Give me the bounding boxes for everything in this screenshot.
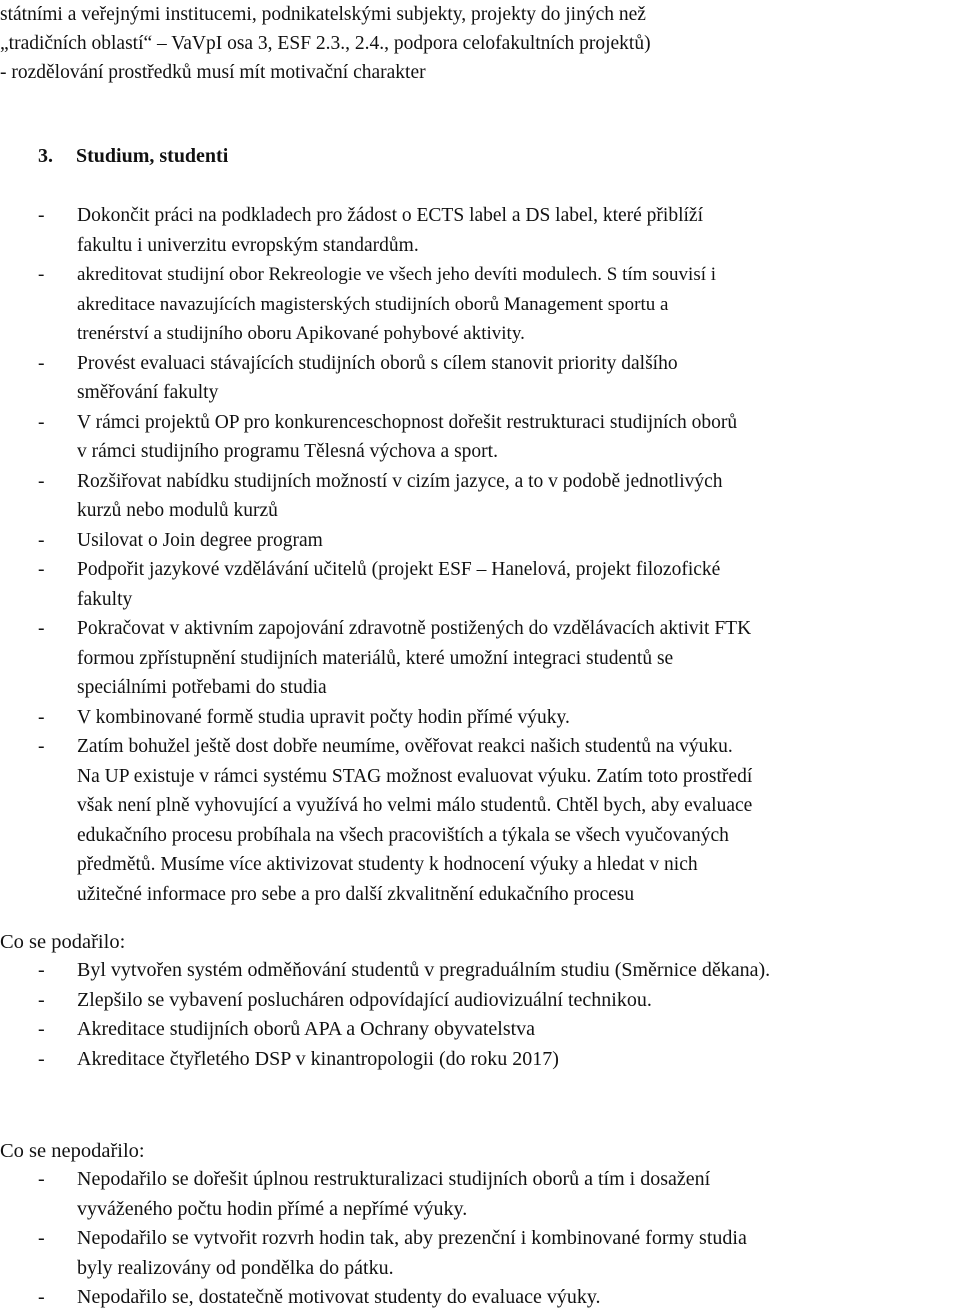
list-item-line: užitečné informace pro sebe a pro další zkvalitnění edukačního procesu — [77, 883, 635, 905]
list-item — [0, 526, 960, 556]
list-bullet: - — [38, 618, 45, 639]
section-title: Studium, studenti — [76, 145, 229, 167]
list-item-line: speciálními potřebami do studia — [77, 677, 327, 698]
list-item — [0, 260, 960, 349]
list-item-line: však není plně vyhovující a využívá ho velmi málo studentů. Chtěl bych, aby evaluace — [77, 795, 753, 816]
section-heading-studium — [38, 142, 228, 171]
list-bullet: - — [38, 988, 45, 1011]
list-bullet: - — [38, 559, 45, 580]
list-item-line: kurzů nebo modulů kurzů — [77, 500, 278, 521]
list-bullet: - — [38, 1286, 45, 1308]
list-item-line: předmětů. Musíme více aktivizovat studenty k hodnocení výuky a hledat v nich — [77, 854, 698, 875]
list-item-line: akreditace navazujících magisterských studijních oborů Management sportu a — [77, 293, 669, 315]
success-heading: Co se podařilo: — [0, 931, 126, 953]
list-item-line: byly realizovány od pondělka do pátku. — [77, 1256, 394, 1279]
intro-line: státními a veřejnými institucemi, podnikatelskými subjekty, projekty do jiných než — [0, 4, 646, 25]
list-item-line: vyváženého počtu hodin přímé a nepřímé výuky. — [77, 1197, 468, 1220]
list-item — [0, 1224, 960, 1283]
list-item-line: Byl vytvořen systém odměňování studentů v pregraduálním studiu (Směrnice děkana). — [77, 959, 771, 981]
list-item — [0, 732, 960, 909]
list-item-line: V kombinované formě studia upravit počty hodin přímé výuky. — [77, 706, 570, 728]
list-bullet: - — [38, 1168, 45, 1190]
list-bullet: - — [38, 205, 45, 226]
list-item-line: Na UP existuje v rámci systému STAG možnost evaluovat výuku. Zatím toto prostředí — [77, 765, 753, 787]
section-3-list — [0, 201, 960, 909]
list-item — [0, 1283, 960, 1313]
list-item-line: V rámci projektů OP pro konkurenceschopnost dořešit restrukturaci studijních oborů — [77, 411, 738, 433]
list-item — [0, 1045, 960, 1075]
list-item-line: Zlepšilo se vybavení poslucháren odpovídající audiovizuální technikou. — [77, 988, 652, 1011]
failure-heading: Co se nepodařilo: — [0, 1140, 145, 1162]
list-bullet: - — [38, 959, 45, 981]
list-item-line: edukačního procesu probíhala na všech pracovištích a týkala se všech vyučovaných — [77, 824, 729, 846]
list-item-line: formou zpřístupnění studijních materiálů, které umožní integraci studentů se — [77, 647, 674, 669]
list-item-line: Akreditace čtyřletého DSP v kinantropologii (do roku 2017) — [77, 1047, 559, 1070]
list-item-line: Usilovat o Join degree program — [77, 529, 323, 551]
section-number: 3. — [38, 145, 53, 167]
list-item-line: fakultu i univerzitu evropským standardům. — [77, 234, 419, 256]
list-item-line: Rozšiřovat nabídku studijních možností v cizím jazyce, a to v podobě jednotlivých — [77, 470, 723, 492]
list-item-line: Akreditace studijních oborů APA a Ochrany obyvatelstva — [77, 1018, 536, 1040]
list-item-line: akreditovat studijní obor Rekreologie ve všech jeho devíti modulech. S tím souvisí i — [77, 264, 717, 285]
list-item-line: Pokračovat v aktivním zapojování zdravotně postižených do vzdělávacích aktivit FTK — [77, 618, 752, 639]
list-bullet: - — [38, 352, 45, 374]
list-item — [0, 555, 960, 614]
list-item — [0, 467, 960, 526]
list-item-line: trenérství a studijního oboru Apikované pohybové aktivity. — [77, 323, 525, 344]
list-bullet: - — [38, 470, 45, 492]
list-bullet: - — [38, 1018, 45, 1040]
list-bullet: - — [38, 1227, 45, 1249]
list-item — [0, 986, 960, 1016]
success-list — [0, 956, 960, 1074]
list-item — [0, 956, 960, 986]
list-item-line: Dokončit práci na podkladech pro žádost o ECTS label a DS label, které přiblíží — [77, 205, 703, 226]
list-bullet: - — [38, 411, 45, 433]
list-item — [0, 614, 960, 703]
list-bullet: - — [38, 1047, 45, 1070]
list-item-line: Provést evaluaci stávajících studijních oborů s cílem stanovit priority dalšího — [77, 352, 678, 374]
list-bullet: - — [38, 264, 45, 285]
failure-list — [0, 1165, 960, 1313]
list-item — [0, 1165, 960, 1224]
list-item — [0, 201, 960, 260]
list-item — [0, 703, 960, 733]
intro-line: „tradičních oblastí“ – VaVpI osa 3, ESF 2.3., 2.4., podpora celofakultních projektů) — [0, 33, 651, 54]
list-item-line: směřování fakulty — [77, 382, 219, 403]
list-item-line: Nepodařilo se dořešit úplnou restrukturalizaci studijních oborů a tím i dosažení — [77, 1168, 711, 1190]
list-item-line: v rámci studijního programu Tělesná výchova a sport. — [77, 441, 498, 462]
list-item-line: Nepodařilo se, dostatečně motivovat studenty do evaluace výuky. — [77, 1286, 601, 1308]
list-bullet: - — [38, 529, 45, 551]
list-bullet: - — [38, 706, 45, 728]
list-item — [0, 408, 960, 467]
list-item — [0, 349, 960, 408]
list-item-line: Zatím bohužel ještě dost dobře neumíme, ověřovat reakci našich studentů na výuku. — [77, 736, 733, 757]
intro-line: - rozdělování prostředků musí mít motivační charakter — [0, 62, 426, 83]
list-item-line: Nepodařilo se vytvořit rozvrh hodin tak, aby prezenční i kombinované formy studia — [77, 1227, 747, 1249]
list-item-line: fakulty — [77, 588, 133, 610]
list-item-line: Podpořit jazykové vzdělávání učitelů (projekt ESF – Hanelová, projekt filozofické — [77, 559, 721, 580]
list-item — [0, 1015, 960, 1045]
list-bullet: - — [38, 736, 45, 757]
intro-paragraph — [0, 0, 958, 87]
